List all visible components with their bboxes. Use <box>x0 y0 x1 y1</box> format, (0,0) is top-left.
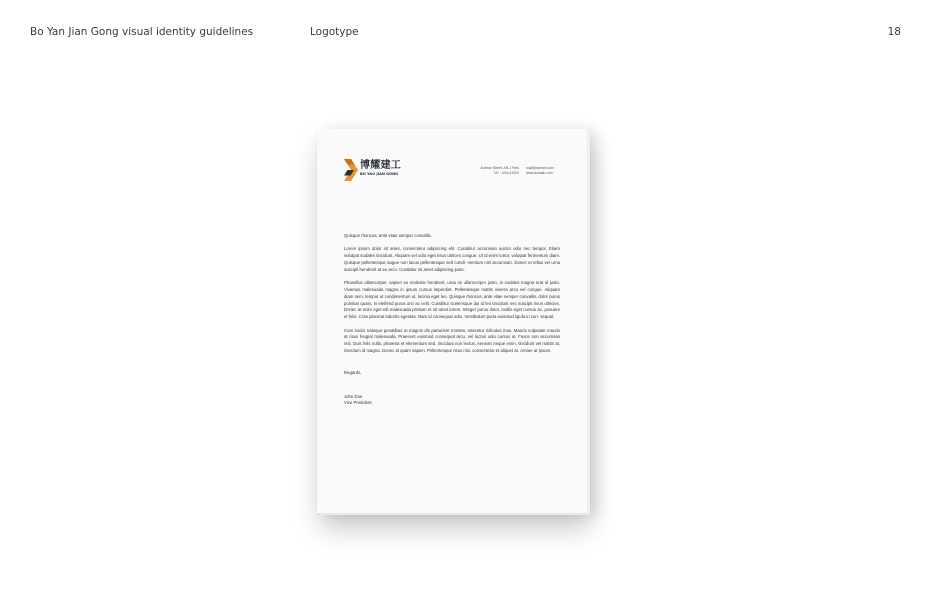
letter-body <box>344 233 560 407</box>
letter-closing: Regards, <box>344 369 362 375</box>
document-title: Bo Yan Jian Gong visual identity guidelines <box>30 26 254 38</box>
letter-paragraph: Lorem ipsum dolor sit amet, consectetur adipiscing elit. Curabitur accumsan auctor odio nec tempor. Etiam volutpat sodales tincidunt. Aliquam vel odio eget risus ultrices congue. Ut id enim tortor, volutpat fermentum diam. Quisque pellentesque augue non lacus pellentesque sed condi- mentum nisl accumsan. Donec et tellus vel urna suscipit hendrerit at eu arcu. Curabitur sit amet adipiscing justo. <box>344 246 560 272</box>
address-block <box>472 166 519 176</box>
signature-name: John Doe <box>344 393 363 399</box>
logo-mark-icon <box>344 159 359 181</box>
section-title: Logotype <box>310 26 359 38</box>
address-line: NY - USA 43320 <box>494 171 519 175</box>
letterhead-sheet <box>317 129 587 513</box>
company-logo <box>344 159 404 181</box>
address-line: Avenue Street, AR-J Park <box>480 166 519 170</box>
letter-salutation: Quisque rhoncus, ante vitae semper convallis. <box>344 233 432 238</box>
signature-title: Vice President <box>344 400 372 406</box>
contact-block <box>526 166 562 176</box>
page-number: 18 <box>887 26 901 38</box>
letter-paragraph: Cum sociis natoque penatibus et magnis dis parturient montes, nascetur ridiculus mus. Mauris vulputate mauris at risus feugiat malesuada. Praesent euismod consequat arcu, vel luctus odio cursus ut. Fusce non accumsan nisl. Duis felis nulla, pharetra et elementum sed, tincidunt non lectus. Aenean neque enim, tincidunt vel mattis at, interdum id magna. Donec id quam sapien. Pellentesque risus nisi, consectetur et aliquet at, ornare at ipsum. <box>344 327 560 353</box>
letterhead-mockup <box>317 129 587 513</box>
logo-name-chinese: 博耀建工 <box>360 160 402 171</box>
contact-email: mail@domain.com <box>526 166 555 170</box>
letter-paragraph: Phasellus ullamcorper, sapien eu molestie hendrerit, urna mi ullamcorper justo, in sodales magna erat id justo. Vivamus malesuada magna in ipsum cursus imperdiet. Pellentesque mattis viverra arcu vel congue. Aliquam diam sem, tempor ut condimentum ut, lacinia eget leo. Quisque rhoncus, ante vitae semper convallis, dolor purus pulvinar quam, in eleifend purus orci ac velit. Curabitur scelerisque dui id leo tincidunt nec suscipit risus ultricies. Donec at enim eget elit malesuada pretium et sit amet lorem. Integer purus dolor, mollis eget cursus ac, posuere et felis. Cras placerat lobortis egestas. Nam id consequat odio. Vestibulum porta euismod ligula in con- sequat. <box>344 280 560 320</box>
contact-website: www.domain.com <box>526 171 553 175</box>
logo-name-english: BO YAO JIAN GONG <box>360 172 399 176</box>
